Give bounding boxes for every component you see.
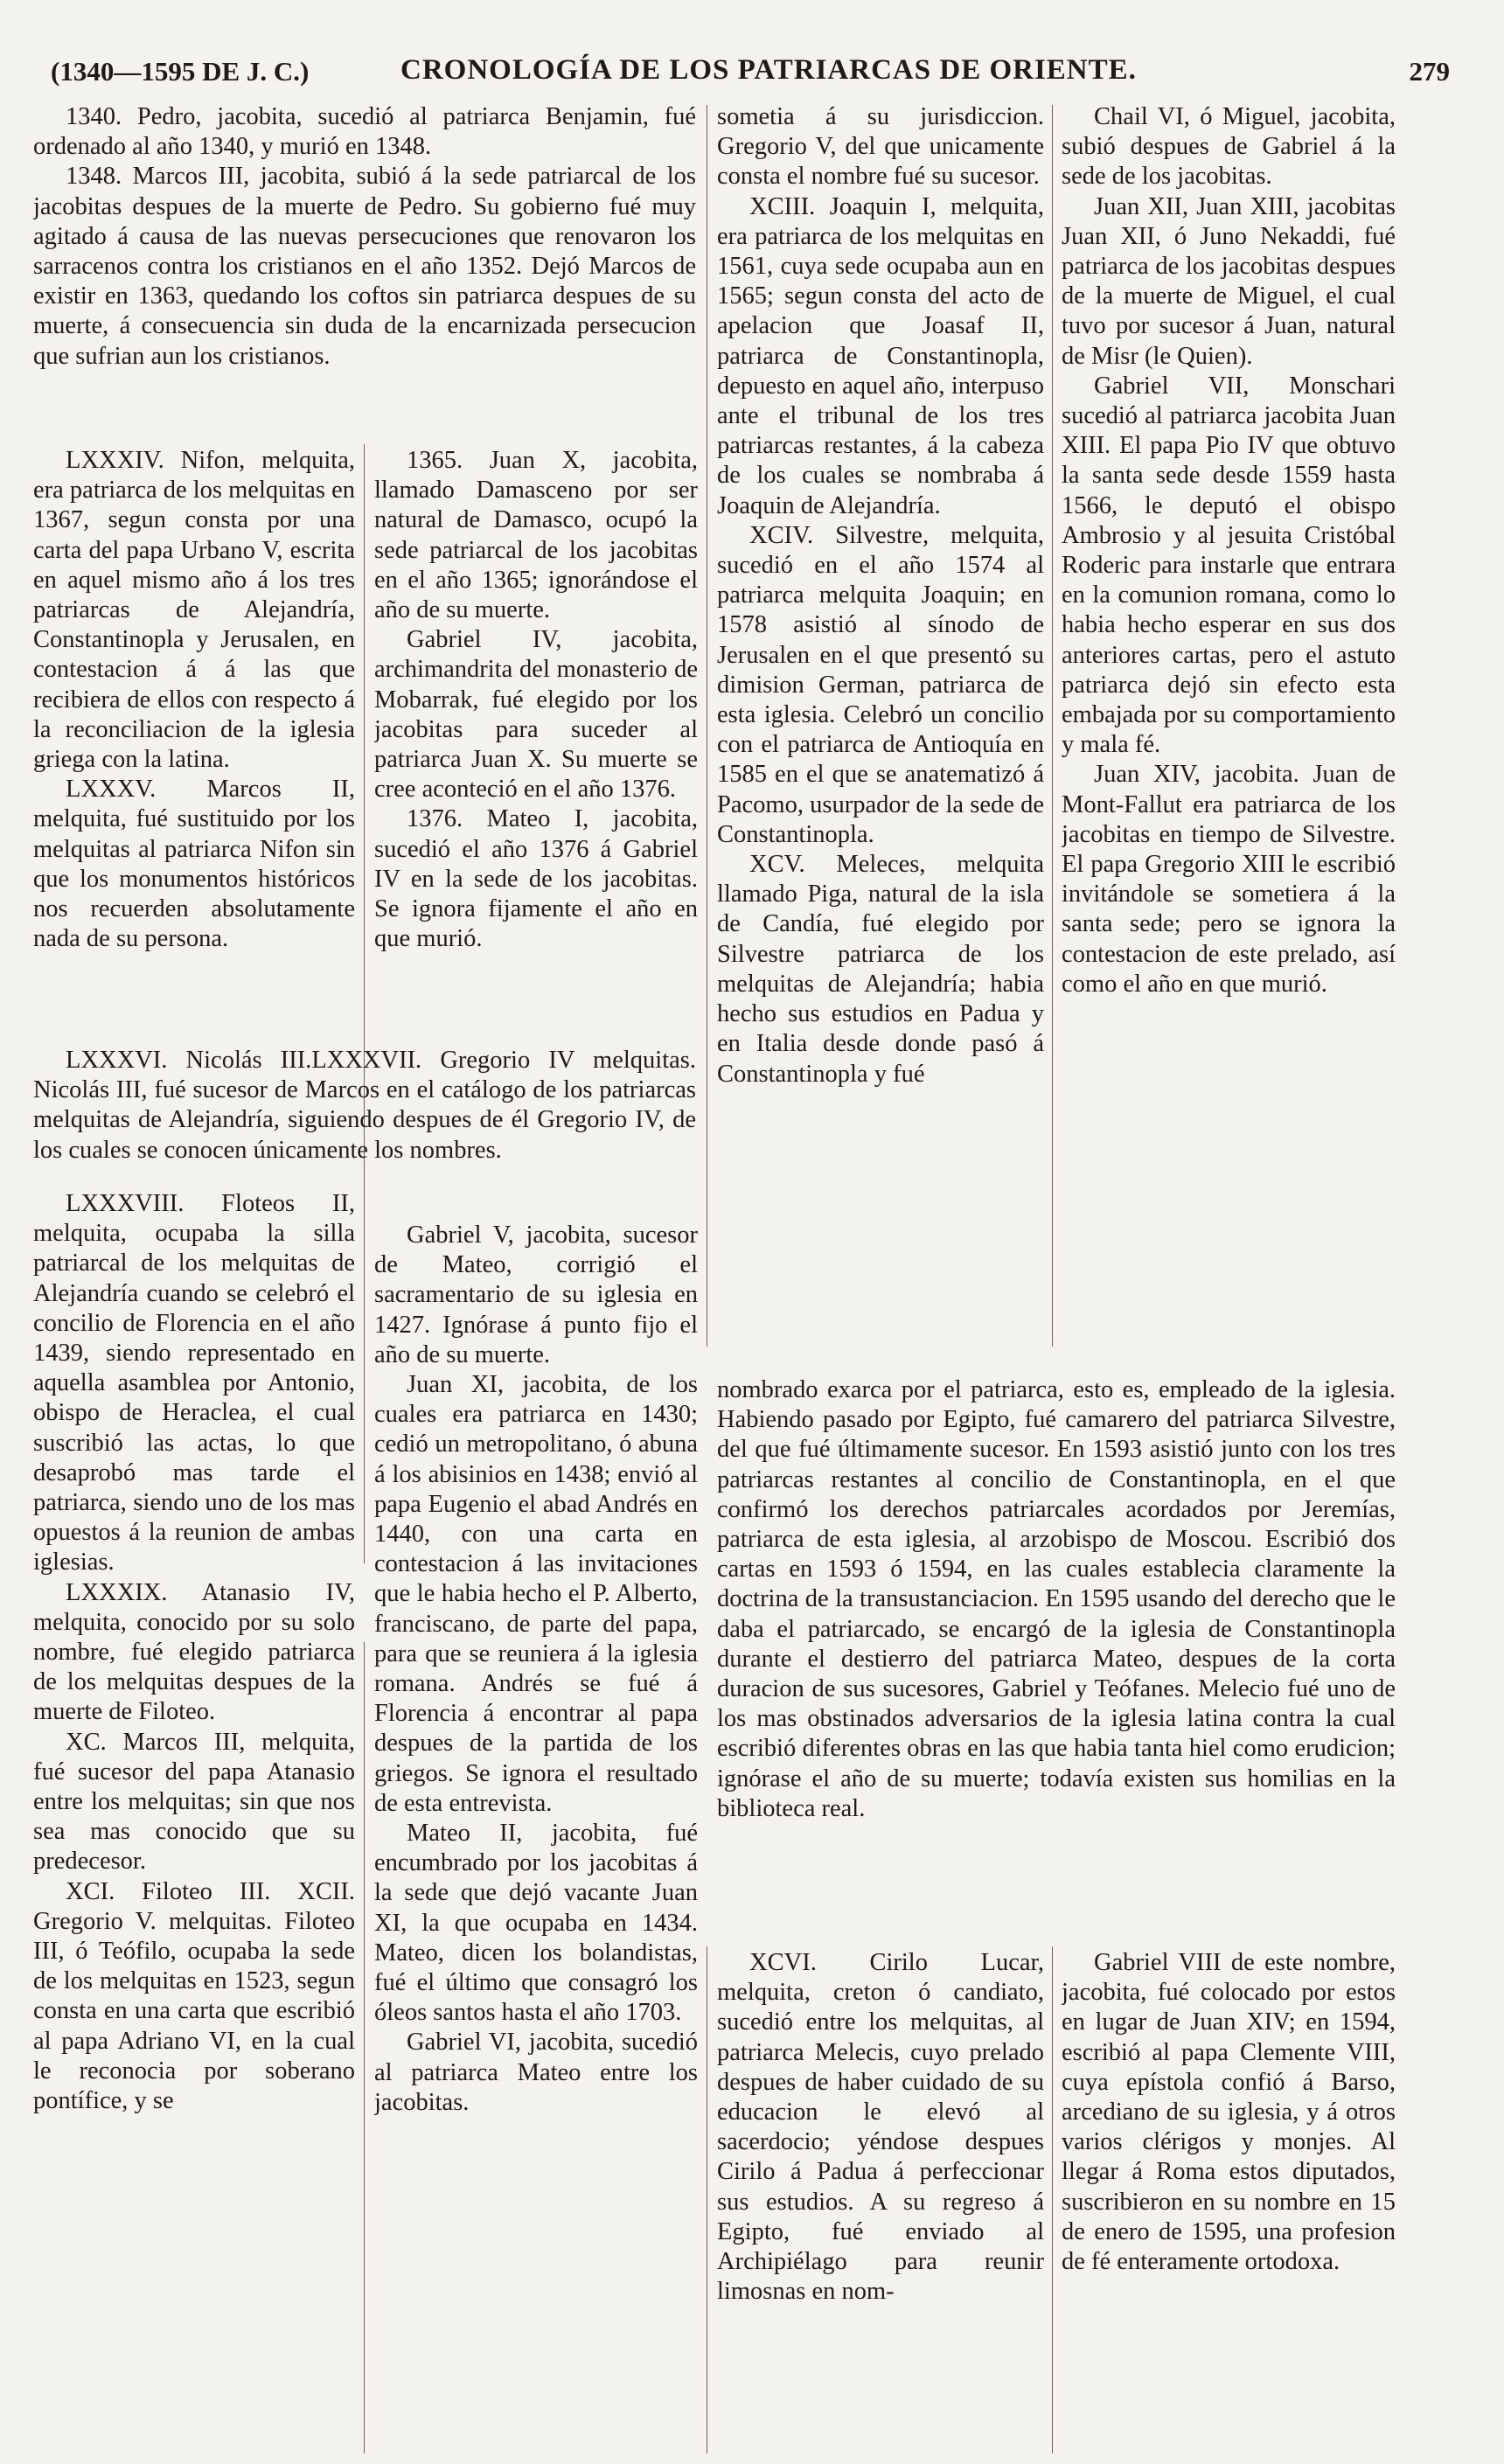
paragraph-xcvi: XCVI. Cirilo Lucar, melquita, creton ó candiato, sucedió entre los melquitas, al patriarca Melecis, cuyo prelado despues de haber cuidado de su educacion le elevó al sacerdocio; yéndose despues Cirilo á Padua á perfeccionar sus estudios. A su regreso á Egipto, fué enviado al Archipiélago para reunir limosnas en nom- [717, 1949, 1044, 2306]
paragraph-xciv: XCIV. Silvestre, melquita, sucedió en el año 1574 al patriarca melquita Joaquin; en 1578 asistió al sínodo de Jerusalen en el que presentó su dimision German, patriarca de esta iglesia. Celebró un concilio con el patriarca de Antioquía en 1585 en el que se anatematizó á Pacomo, usurpador de la sede de Constantinopla. [717, 521, 1044, 848]
paragraph-xcv: XCV. Meleces, melquita llamado Piga, natural de la isla de Candía, fué elegido por Silvestre patriarca de los melquitas de Alejandría; habia hecho sus estudios en Padua y en Italia desde donde pasó á Constantinopla y fué [717, 851, 1044, 1088]
column-rule [364, 1642, 365, 2454]
paragraph-juan-xi: Juan XI, jacobita, de los cuales era patriarca en 1430; cedió un metropolitano, ó abuna á los abisinios en 1438; envió al papa Eugenio el abad Andrés en 1440, con una carta en contestacion á las invitaciones que le habia hecho el P. Alberto, franciscano, de parte del papa, para que se reuniera á la iglesia romana. Andrés se fué á Florencia á encontrar al papa despues de la partida de los griegos. Se ignora el resultado de esta entrevista. [374, 1371, 698, 1817]
paragraph-lxxxviii: LXXXVIII. Floteos II, melquita, ocupaba la silla patriarcal de los melquitas de Alejandría cuando se celebró el concilio de Florencia en el año 1439, siendo representado en aquella asamblea por Antonio, obispo de Heraclea, el cual suscribió las actas, lo que desaprobó mas tarde el patriarca, siendo uno de los mas opuestos á la reunion de ambas iglesias. [33, 1190, 355, 1577]
paragraph-chail-vi: Chail VI, ó Miguel, jacobita, subió despues de Gabriel á la sede de los jacobitas. [1062, 103, 1396, 191]
paragraph-juan-xiv: Juan XIV, jacobita. Juan de Mont-Fallut era patriarca de los jacobitas en tiempo de Silvestre. El papa Gregorio XIII le escribió invitándole se sometiera á la santa sede; pero se ignora la contestacion de este prelado, así como el año en que murió. [1062, 761, 1396, 998]
column-rule [1052, 105, 1053, 1347]
entry-lxxxvi [33, 1046, 696, 1168]
paragraph-gabriel-vi: Gabriel VI, jacobita, sucedió al patriarca Mateo entre los jacobitas. [374, 2029, 698, 2116]
entry-xciii-xcv [717, 102, 1044, 1370]
paragraph-meleces-continued: nombrado exarca por el patriarca, esto es, empleado de la iglesia. Habiendo pasado por Egipto, fué camarero del patriarca Silvestre, del que fué últimamente sucesor. En 1593 asistió junto con los tres patriarcas restantes al concilio de Constantinopla, en el que confirmó los derechos patriarcales acordados por Jeremías, patriarca de esta iglesia, al arzobispo de Moscou. Escribió dos cartas en 1593 ó 1594, en las cuales establecia claramente la doctrina de la transustanciacion. En 1595 usando del derecho que le daba el patriarcado, se encargó de la iglesia de Constantinopla durante el destierro del patriarca Mateo, despues de la corta duracion de sus sucesores, Gabriel y Teófanes. Melecio fué uno de los mas obstinados adversarios de la iglesia latina contra la cual escribió diferentes obras en las que habia tanta hiel como erudicion; ignórase el año de su muerte; todavía existen sus homilias en la biblioteca real. [717, 1376, 1396, 1822]
paragraph-1365: 1365. Juan X, jacobita, llamado Damasceno por ser natural de Damasco, ocupó la sede patriarcal de los jacobitas en el año 1365; ignorándose el año de su muerte. [374, 447, 698, 624]
running-header [51, 52, 1450, 96]
entry-1340-1348 [33, 102, 696, 447]
paragraph-lxxxvi: LXXXVI. Nicolás III.LXXXVII. Gregorio IV melquitas. Nicolás III, fué sucesor de Marcos en el catálogo de los patriarcas melquitas de Alejandría, siguiendo despues de él Gregorio IV, de los cuales se conocen únicamente los nombres. [33, 1047, 696, 1164]
paragraph-lxxxiv: LXXXIV. Nifon, melquita, era patriarca de los melquitas en 1367, segun consta por una carta del papa Urbano V, escrita en aquel mismo año á los tres patriarcas de Alejandría, Constantinopla y Jerusalen, en contestacion á á las que recibiera de ellos con respecto á la reconciliacion de la iglesia griega con la latina. [33, 447, 355, 774]
entry-1365-1376 [374, 446, 698, 1041]
paragraph-juan-xii: Juan XII, Juan XIII, jacobitas Juan XII, ó Juno Nekaddi, fué patriarca de los jacobitas despues de la muerte de Miguel, el cual tuvo por sucesor á Juan, natural de Misr (le Quien). [1062, 192, 1396, 370]
paragraph-lxxxv: LXXXV. Marcos II, melquita, fué sustituido por los melquitas al patriarca Nifon sin que los monumentos históricos nos recuerden absolutamente nada de su persona. [33, 776, 355, 953]
paragraph-1348: 1348. Marcos III, jacobita, subió á la sede patriarcal de los jacobitas despues de la muerte de Pedro. Su gobierno fué muy agitado á causa de las nuevas persecuciones que renovaron los sarracenos contra los cristianos en el año 1352. Dejó Marcos de existir en 1363, quedando los coftos sin patriarca despues de su muerte, á consecuencia sin duda de la encarnizada persecucion que sufrian aun los cristianos. [33, 163, 696, 370]
paragraph-xci: XCI. Filoteo III. XCII. Gregorio V. melquitas. Filoteo III, ó Teófilo, ocupaba la sede de los melquitas en 1523, segun consta en una carta que escribió al papa Adriano VI, en la cual le reconocia por soberano pontífice, y se [33, 1877, 355, 2115]
entry-xcvi [717, 1948, 1044, 2457]
entry-lxxxiv-lxxxv [33, 446, 355, 1041]
entry-meleces-continued [717, 1375, 1396, 1944]
paragraph-gabriel-viii: Gabriel VIII de este nombre, jacobita, fué colocado por estos en lugar de Juan XIV; en 1594, escribió al papa Clemente VIII, cuya epístola confió á Barso, arcediano de su iglesia, y á otros varios clérigos y monjes. Al llegar á Roma estos diputados, suscribieron en su nombre en 15 de enero de 1595, una profesion de fé enteramente ortodoxa. [1062, 1949, 1396, 2276]
column-rule [1052, 1946, 1053, 2454]
page-number: 279 [1409, 56, 1450, 87]
header-date-range: (1340—1595 DE J. C.) [51, 56, 310, 87]
paragraph-gabriel-iv: Gabriel IV, jacobita, archimandrita del monasterio de Mobarrak, fué elegido por los jacobitas para suceder al patriarca Juan X. Su muerte se cree aconteció en el año 1376. [374, 626, 698, 804]
paragraph-continuation: sometia á su jurisdiccion. Gregorio V, del que unicamente consta el nombre fué su sucesor. [717, 103, 1044, 191]
paragraph-1340: 1340. Pedro, jacobita, sucedió al patriarca Benjamin, fué ordenado al año 1340, y murió en 1348. [33, 103, 696, 161]
column-rule [364, 444, 365, 1563]
entry-lxxxviii-xci [33, 1189, 355, 2457]
paragraph-mateo-ii: Mateo II, jacobita, fué encumbrado por los jacobitas á la sede que dejó vacante Juan XI, la que ocupaba en 1434. Mateo, dicen los bolandistas, fué el último que consagró los óleos santos hasta el año 1703. [374, 1820, 698, 2027]
paragraph-gabriel-v: Gabriel V, jacobita, sucesor de Mateo, corrigió el sacramentario de su iglesia en 1427. Ignórase á punto fijo el año de su muerte. [374, 1222, 698, 1368]
paragraph-xc: XC. Marcos III, melquita, fué sucesor del papa Atanasio entre los melquitas; sin que nos sea mas conocido que su predecesor. [33, 1728, 355, 1876]
entry-gabriel-v-vi [374, 1221, 698, 2457]
paragraph-lxxxix: LXXXIX. Atanasio IV, melquita, conocido por su solo nombre, fué elegido patriarca de los melquitas despues de la muerte de Filoteo. [33, 1578, 355, 1726]
entry-gabriel-viii [1062, 1948, 1396, 2457]
paragraph-xciii: XCIII. Joaquin I, melquita, era patriarca de los melquitas en 1561, cuya sede ocupaba aun en 1565; segun consta del acto de apelacion que Joasaf II, patriarca de Constantinopla, depuesto en aquel año, interpuso ante el tribunal de los tres patriarcas restantes, á la cabeza de los cuales se nombraba á Joaquin de Alejandría. [717, 192, 1044, 519]
paragraph-gabriel-vii: Gabriel VII, Monschari sucedió al patriarca jacobita Juan XIII. El papa Pio IV que obtuvo la santa sede desde 1559 hasta 1566, le deputó el obispo Ambrosio y al jesuita Cristóbal Roderic para instarle que entrara en la comunion romana, como lo habia hecho esperar en sus dos anteriores cartas, pero el astuto patriarca dejó sin efecto esta embajada por su comportamiento y mala fé. [1062, 372, 1396, 759]
paragraph-1376: 1376. Mateo I, jacobita, sucedió el año 1376 á Gabriel IV en la sede de los jacobitas. Se ignora fijamente el año en que murió. [374, 805, 698, 953]
entry-chail-juan-xiv [1062, 102, 1396, 1370]
header-title: CRONOLOGÍA DE LOS PATRIARCAS DE ORIENTE. [400, 54, 1137, 86]
